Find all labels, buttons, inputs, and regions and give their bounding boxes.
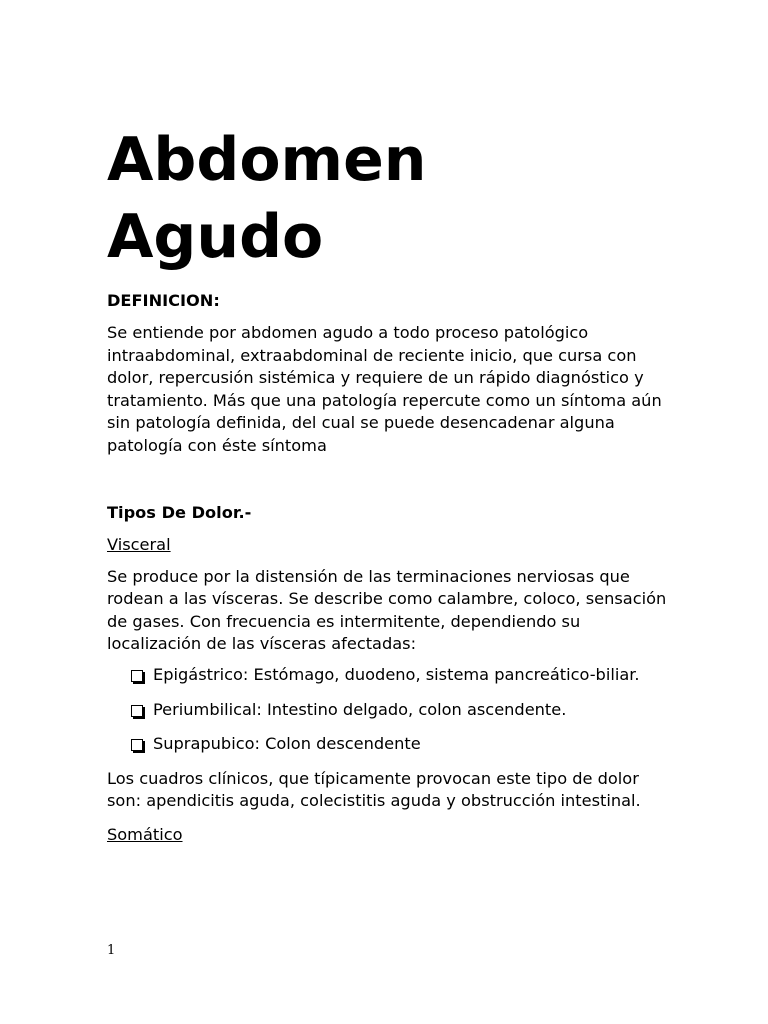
checkbox-icon [131,670,143,682]
title-line-1: Abdomen [107,125,427,195]
types-heading: Tipos De Dolor.- [107,502,252,522]
list-item-text: Periumbilical: Intestino delgado, colon ascendente. [153,699,567,719]
checkbox-icon [131,705,143,717]
list-item-text: Epigástrico: Estómago, duodeno, sistema pancreático-biliar. [153,664,640,684]
page-number: 1 [107,943,116,958]
list-item [129,733,677,756]
clinical-paragraph: Los cuadros clínicos, que típicamente provocan este tipo de dolor son: apendicitis aguda, colecistitis aguda y obstrucción intestinal. [107,768,641,811]
page-content [107,122,677,846]
checkbox-icon [131,739,143,751]
list-item [129,664,677,687]
visceral-paragraph: Se produce por la distensión de las terminaciones nerviosas que rodean a las vísceras. Se describe como calambre, coloco, sensación de gases. Con frecuencia es intermitente, dependiendo su localización de las vísceras afectadas: [107,566,667,654]
document-title [107,122,677,276]
list-item [129,699,677,722]
definition-heading: DEFINICION: [107,291,220,310]
visceral-checklist [107,664,677,756]
visceral-heading: Visceral [107,534,171,554]
somatic-heading: Somático [107,824,183,844]
title-line-2: Agudo [107,202,324,272]
list-item-text: Suprapubico: Colon descendente [153,734,421,754]
definition-paragraph: Se entiende por abdomen agudo a todo proceso patológico intraabdominal, extraabdominal de reciente inicio, que cursa con dolor, repercusión sistémica y requiere de un rápido diagnóstico y tratamiento. Más que una patología repercute como un síntoma aún sin patología definida, del cual se puede desencadenar alguna patología con éste síntoma [107,323,662,455]
